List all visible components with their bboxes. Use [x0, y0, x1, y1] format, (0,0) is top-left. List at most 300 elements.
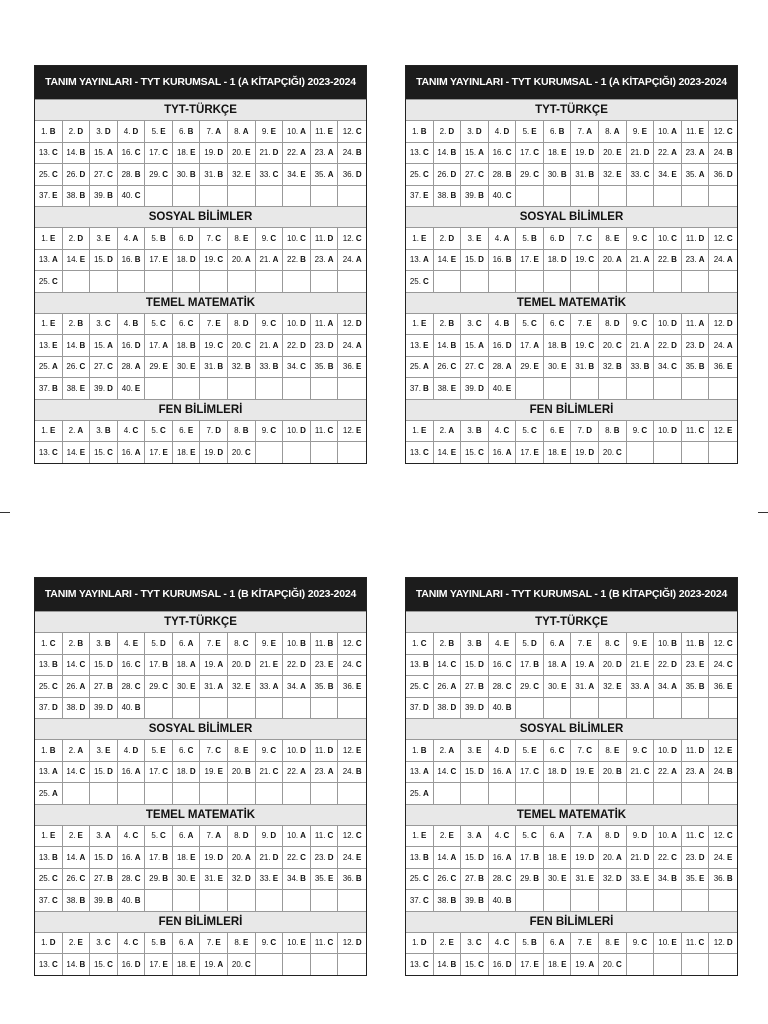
answer-cell — [90, 826, 118, 847]
answer-cell — [173, 740, 201, 761]
question-number: 17. — [149, 255, 161, 265]
answer-cell — [256, 826, 284, 847]
answer-cell — [709, 314, 737, 335]
answer-cell — [283, 762, 311, 783]
answer-cell — [516, 783, 544, 804]
answer-row — [406, 868, 737, 890]
answer-cell — [406, 890, 434, 911]
answer-letter: D — [217, 148, 224, 158]
answer-cell — [434, 335, 462, 356]
question-number: 29. — [149, 362, 161, 372]
answer-letter: B — [533, 852, 540, 862]
question-number: 19. — [204, 852, 216, 862]
answer-cell — [571, 869, 599, 890]
answer-cell — [544, 847, 572, 868]
question-number: 26. — [437, 874, 449, 884]
question-number: 2. — [68, 745, 76, 755]
answer-row — [35, 270, 366, 292]
answer-cell — [256, 869, 284, 890]
answer-letter: D — [242, 831, 249, 841]
answer-letter: C — [422, 959, 429, 969]
question-number: 22. — [287, 148, 299, 158]
question-number: 2. — [439, 126, 447, 136]
answer-cell — [627, 762, 655, 783]
answer-cell — [338, 335, 366, 356]
answer-row — [35, 889, 366, 911]
answer-cell — [406, 314, 434, 335]
question-number: 6. — [549, 126, 557, 136]
question-number: 8. — [234, 426, 241, 436]
question-number: 7. — [577, 831, 585, 841]
answer-letter: D — [588, 852, 595, 862]
answer-letter: D — [134, 340, 141, 350]
question-number: 15. — [93, 340, 106, 350]
answer-letter: E — [327, 874, 334, 884]
answer-cell — [709, 186, 737, 207]
question-number: 13. — [38, 447, 50, 457]
answer-letter: C — [79, 660, 86, 670]
answer-letter: A — [134, 447, 141, 457]
question-number: 6. — [549, 319, 557, 329]
question-number: 1. — [412, 126, 419, 136]
answer-cell — [682, 783, 710, 804]
question-number: 30. — [176, 874, 189, 884]
answer-letter: B — [671, 638, 677, 648]
answer-letter: E — [450, 383, 457, 393]
answer-row — [35, 868, 366, 890]
answer-letter: B — [162, 852, 169, 862]
answer-cell — [283, 698, 311, 719]
question-number: 37. — [38, 895, 50, 905]
answer-letter: B — [448, 319, 455, 329]
answer-cell — [599, 164, 627, 185]
answer-cell — [63, 121, 91, 142]
answer-cell — [571, 783, 599, 804]
answer-letter: C — [51, 447, 58, 457]
question-number: 30. — [547, 362, 560, 372]
answer-cell — [599, 633, 627, 654]
section-header: TYT-TÜRKÇE — [35, 99, 366, 120]
question-number: 16. — [121, 255, 133, 265]
question-number: 8. — [605, 831, 612, 841]
answer-cell — [145, 271, 173, 292]
answer-letter: C — [531, 831, 537, 841]
answer-letter: C — [698, 426, 705, 436]
answer-cell — [709, 698, 737, 719]
answer-letter: A — [327, 319, 334, 329]
answer-cell — [406, 826, 434, 847]
answer-cell — [516, 655, 544, 676]
answer-letter: D — [217, 852, 224, 862]
answer-letter: D — [107, 703, 113, 713]
answer-letter: E — [588, 767, 594, 777]
answer-letter: A — [671, 681, 677, 691]
answer-cell — [599, 740, 627, 761]
answer-cell — [709, 442, 737, 463]
answer-cell — [311, 783, 339, 804]
question-number: 1. — [41, 938, 48, 948]
answer-cell — [35, 143, 63, 164]
answer-letter: C — [355, 126, 362, 136]
answer-row — [406, 334, 737, 356]
question-number: 20. — [231, 447, 243, 457]
question-number: 24. — [713, 255, 725, 265]
question-number: 38. — [437, 895, 449, 905]
question-number: 9. — [632, 638, 640, 648]
answer-letter: C — [698, 938, 705, 948]
answer-letter: C — [134, 874, 141, 884]
answer-cell — [434, 826, 462, 847]
answer-letter: B — [107, 874, 113, 884]
answer-letter: A — [217, 681, 224, 691]
answer-letter: D — [134, 959, 141, 969]
question-number: 31. — [575, 874, 587, 884]
answer-cell — [283, 869, 311, 890]
answer-letter: C — [671, 233, 677, 243]
answer-cell — [35, 847, 63, 868]
answer-letter: E — [503, 638, 510, 648]
answer-letter: C — [531, 319, 537, 329]
question-number: 16. — [121, 148, 133, 158]
answer-row — [35, 739, 366, 761]
answer-cell — [654, 335, 682, 356]
question-number: 14. — [66, 148, 78, 158]
answer-cell — [311, 698, 339, 719]
answer-letter: C — [698, 831, 705, 841]
answer-letter: A — [245, 255, 251, 265]
answer-cell — [35, 250, 63, 271]
answer-cell — [338, 869, 366, 890]
answer-cell — [654, 740, 682, 761]
answer-cell — [627, 186, 655, 207]
answer-letter: B — [51, 660, 58, 670]
answer-cell — [200, 826, 228, 847]
answer-letter: C — [242, 638, 249, 648]
question-number: 2. — [68, 126, 76, 136]
question-number: 24. — [342, 852, 355, 862]
answer-row — [35, 675, 366, 697]
answer-cell — [283, 335, 311, 356]
answer-cell — [63, 954, 91, 975]
question-number: 25. — [38, 681, 50, 691]
answer-letter: A — [327, 255, 334, 265]
answer-letter: D — [726, 938, 733, 948]
question-number: 21. — [259, 660, 271, 670]
question-number: 16. — [492, 148, 504, 158]
question-number: 3. — [467, 319, 474, 329]
answer-cell — [434, 762, 462, 783]
answer-cell — [571, 762, 599, 783]
answer-row — [406, 420, 737, 442]
answer-letter: E — [533, 447, 539, 457]
question-number: 21. — [259, 255, 271, 265]
answer-cell — [338, 740, 366, 761]
answer-cell — [118, 143, 146, 164]
answer-cell — [682, 869, 710, 890]
answer-cell — [489, 164, 517, 185]
answer-letter: C — [160, 426, 166, 436]
answer-letter: D — [613, 831, 620, 841]
question-number: 36. — [342, 874, 354, 884]
question-number: 20. — [231, 767, 243, 777]
answer-cell — [516, 954, 544, 975]
question-number: 19. — [575, 255, 587, 265]
answer-cell — [118, 676, 146, 697]
question-number: 6. — [549, 831, 557, 841]
answer-letter: C — [531, 426, 537, 436]
answer-letter: D — [726, 169, 733, 179]
answer-cell — [228, 121, 256, 142]
question-number: 8. — [605, 745, 612, 755]
answer-letter: C — [422, 681, 429, 691]
answer-cell — [544, 378, 572, 399]
answer-letter: C — [533, 767, 540, 777]
answer-letter: C — [355, 831, 362, 841]
answer-cell — [173, 121, 201, 142]
answer-cell — [311, 143, 339, 164]
answer-row — [35, 953, 366, 975]
answer-cell — [311, 826, 339, 847]
answer-letter: C — [134, 681, 141, 691]
answer-cell — [571, 847, 599, 868]
answer-letter: B — [49, 745, 56, 755]
answer-cell — [173, 143, 201, 164]
answer-letter: E — [162, 447, 168, 457]
answer-cell — [599, 762, 627, 783]
question-number: 4. — [124, 638, 131, 648]
question-number: 24. — [713, 767, 725, 777]
answer-cell — [200, 121, 228, 142]
question-number: 5. — [151, 831, 159, 841]
answer-letter: E — [561, 447, 567, 457]
answer-letter: D — [448, 233, 455, 243]
question-number: 3. — [96, 831, 103, 841]
answer-cell — [434, 186, 462, 207]
answer-cell — [63, 698, 91, 719]
answer-cell — [118, 271, 146, 292]
answer-cell — [35, 186, 63, 207]
answer-cell — [35, 933, 63, 954]
answer-cell — [489, 335, 517, 356]
answer-cell — [682, 655, 710, 676]
answer-cell — [311, 633, 339, 654]
answer-cell — [118, 633, 146, 654]
question-number: 34. — [658, 362, 670, 372]
answer-cell — [627, 378, 655, 399]
question-number: 14. — [437, 660, 449, 670]
answer-letter: E — [420, 831, 427, 841]
answer-cell — [434, 357, 462, 378]
answer-row — [35, 249, 366, 271]
answer-letter: E — [327, 126, 333, 136]
answer-cell — [63, 335, 91, 356]
answer-cell — [228, 164, 256, 185]
question-number: 17. — [149, 447, 161, 457]
question-number: 2. — [439, 233, 447, 243]
answer-row — [406, 163, 737, 185]
question-number: 26. — [437, 362, 449, 372]
answer-letter: D — [327, 340, 334, 350]
answer-cell — [338, 186, 366, 207]
answer-cell — [145, 143, 173, 164]
answer-letter: D — [272, 852, 279, 862]
answer-cell — [311, 933, 339, 954]
question-number: 39. — [464, 383, 477, 393]
answer-cell — [228, 633, 256, 654]
answer-letter: D — [478, 255, 484, 265]
answer-cell — [256, 698, 284, 719]
answer-cell — [434, 164, 462, 185]
question-number: 32. — [232, 681, 244, 691]
question-number: 1. — [412, 319, 419, 329]
answer-cell — [173, 421, 201, 442]
answer-letter: A — [132, 233, 139, 243]
answer-letter: E — [245, 169, 251, 179]
answer-cell — [682, 890, 710, 911]
question-number: 15. — [93, 148, 106, 158]
answer-cell — [571, 655, 599, 676]
answer-letter: A — [162, 340, 169, 350]
answer-cell — [283, 421, 311, 442]
answer-letter: D — [503, 745, 510, 755]
question-number: 11. — [314, 638, 326, 648]
answer-cell — [406, 698, 434, 719]
answer-cell — [228, 228, 256, 249]
answer-cell — [145, 655, 173, 676]
question-number: 35. — [314, 874, 326, 884]
answer-letter: B — [478, 191, 484, 201]
answer-cell — [311, 847, 339, 868]
answer-cell — [544, 869, 572, 890]
answer-letter: C — [104, 319, 111, 329]
answer-cell — [434, 250, 462, 271]
answer-cell — [338, 890, 366, 911]
answer-cell — [200, 655, 228, 676]
answer-letter: C — [533, 681, 540, 691]
answer-cell — [311, 442, 339, 463]
answer-cell — [90, 228, 118, 249]
question-number: 37. — [409, 895, 421, 905]
answer-row — [35, 761, 366, 783]
answer-letter: E — [272, 660, 279, 670]
answer-letter: E — [614, 233, 620, 243]
answer-letter: B — [355, 148, 362, 158]
question-number: 11. — [314, 426, 326, 436]
answer-cell — [489, 271, 517, 292]
answer-cell — [283, 847, 311, 868]
answer-cell — [571, 186, 599, 207]
answer-letter: C — [300, 233, 306, 243]
answer-letter: C — [450, 362, 457, 372]
answer-cell — [145, 357, 173, 378]
answer-letter: A — [588, 959, 595, 969]
question-number: 6. — [178, 319, 186, 329]
answer-letter: A — [300, 681, 306, 691]
answer-cell — [338, 826, 366, 847]
question-number: 1. — [41, 426, 48, 436]
section-header: FEN BİLİMLERİ — [406, 911, 737, 932]
answer-letter: B — [51, 383, 58, 393]
answer-row — [406, 953, 737, 975]
answer-cell — [90, 335, 118, 356]
answer-letter: A — [475, 831, 482, 841]
answer-cell — [200, 378, 228, 399]
answer-letter: E — [531, 126, 537, 136]
answer-letter: B — [726, 874, 733, 884]
answer-cell — [571, 314, 599, 335]
answer-cell — [63, 314, 91, 335]
question-number: 4. — [123, 745, 131, 755]
question-number: 34. — [658, 681, 670, 691]
answer-cell — [599, 442, 627, 463]
answer-cell — [516, 143, 544, 164]
section-header: FEN BİLİMLERİ — [406, 399, 737, 420]
answer-cell — [145, 954, 173, 975]
answer-letter: C — [104, 938, 111, 948]
answer-letter: B — [134, 703, 141, 713]
answer-cell — [709, 826, 737, 847]
answer-cell — [35, 698, 63, 719]
answer-cell — [406, 186, 434, 207]
answer-cell — [461, 164, 489, 185]
answer-cell — [544, 421, 572, 442]
answer-letter: A — [215, 126, 221, 136]
answer-row — [406, 846, 737, 868]
question-number: 20. — [602, 959, 614, 969]
answer-letter: A — [51, 788, 58, 798]
section-header: TEMEL MATEMATİK — [406, 292, 737, 313]
answer-cell — [682, 826, 710, 847]
answer-cell — [173, 186, 201, 207]
answer-cell — [461, 762, 489, 783]
question-number: 36. — [713, 874, 725, 884]
question-number: 2. — [68, 426, 76, 436]
answer-letter: E — [616, 681, 622, 691]
answer-letter: E — [52, 191, 58, 201]
answer-cell — [200, 676, 228, 697]
answer-letter: C — [51, 169, 58, 179]
answer-cell — [200, 143, 228, 164]
answer-cell — [571, 740, 599, 761]
question-number: 22. — [658, 660, 670, 670]
question-number: 13. — [409, 148, 421, 158]
question-number: 25. — [38, 874, 50, 884]
answer-letter: C — [270, 745, 277, 755]
answer-cell — [145, 783, 173, 804]
answer-letter: E — [162, 255, 168, 265]
question-number: 8. — [605, 233, 612, 243]
answer-cell — [35, 740, 63, 761]
answer-cell — [63, 869, 91, 890]
answer-cell — [90, 676, 118, 697]
answer-cell — [256, 633, 284, 654]
answer-cell — [461, 698, 489, 719]
answer-letter: B — [643, 362, 650, 372]
answer-cell — [516, 335, 544, 356]
answer-letter: A — [300, 148, 306, 158]
answer-letter: B — [242, 426, 249, 436]
answer-letter: D — [643, 148, 650, 158]
answer-cell — [228, 826, 256, 847]
answer-cell — [627, 740, 655, 761]
question-number: 39. — [93, 703, 106, 713]
question-number: 1. — [41, 233, 48, 243]
answer-cell — [283, 783, 311, 804]
answer-letter: D — [420, 938, 427, 948]
answer-cell — [90, 121, 118, 142]
answer-cell — [256, 847, 284, 868]
answer-cell — [516, 698, 544, 719]
